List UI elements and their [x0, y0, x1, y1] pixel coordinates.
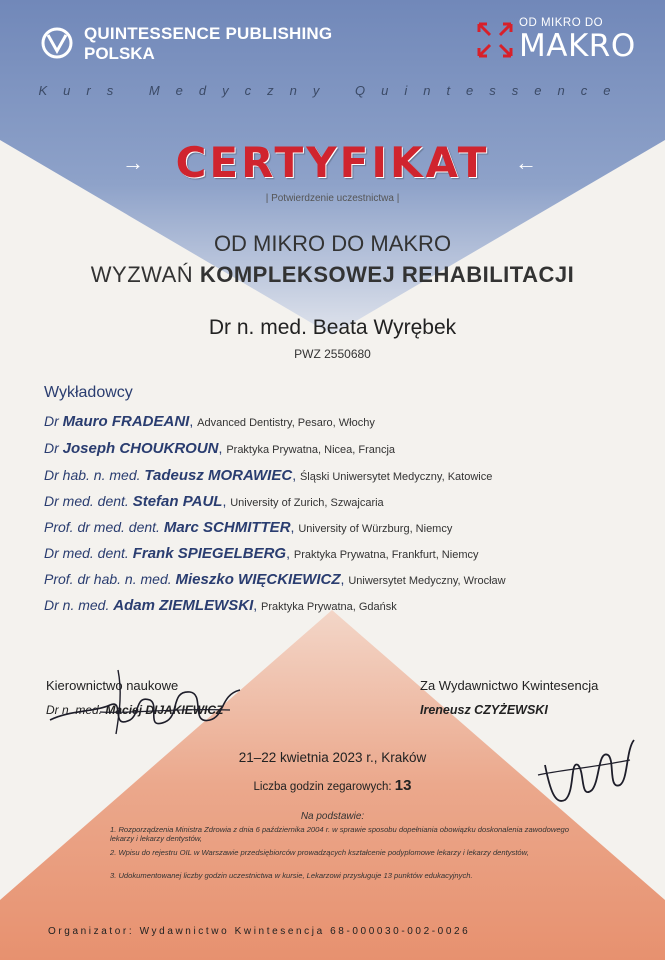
lecturer-row: Dr n. med. Adam ZIEMLEWSKI, Praktyka Prywatna, Gdańsk [44, 597, 397, 614]
confirmation-subtitle: | Potwierdzenie uczestnictwa | [265, 193, 400, 204]
course-logo-big-text: MAKRO [519, 28, 636, 64]
quintessence-emblem-icon [40, 26, 74, 60]
spaced-header: Kurs Medyczny Quintessence [38, 83, 627, 98]
basis-heading: Na podstawie: [300, 811, 365, 822]
lecturer-affiliation: Praktyka Prywatna, Frankfurt, Niemcy [293, 549, 479, 561]
lecturer-name: Marc SCHMITTER [163, 519, 291, 536]
lecturer-affiliation: University of Zurich, Szwajcaria [230, 497, 384, 509]
lecturer-title: Prof. dr med. dent. [44, 519, 160, 535]
arrow-left-icon: ← [515, 150, 537, 175]
quintessence-logo [40, 24, 340, 64]
course-title-line2 [0, 262, 665, 288]
publisher-name-line2: POLSKA [84, 44, 155, 63]
lecturer-name: Stefan PAUL [132, 493, 223, 510]
certificate-title: CERTYFIKAT [175, 138, 490, 187]
lecturers-heading: Wykładowcy [44, 384, 133, 401]
arrows-icon [475, 20, 515, 60]
course-title-prefix: WYZWAŃ [90, 262, 194, 287]
organizer-line: Organizator: Wydawnictwo Kwintesencja 68-000030-002-0026 [48, 926, 471, 937]
right-signature [530, 730, 650, 820]
hours-line [0, 777, 665, 794]
participant-pwz: PWZ 2550680 [294, 347, 371, 361]
scientific-director-surname: Maciej DIJAKIEWICZ [105, 703, 224, 717]
lecturer-title: Dr [44, 413, 59, 429]
lecturer-title: Dr [44, 440, 59, 456]
course-title-line1: OD MIKRO DO MAKRO [213, 231, 452, 256]
lecturer-row: Dr Mauro FRADEANI, Advanced Dentistry, Pesaro, Włochy [44, 413, 375, 430]
lecturer-name: Tadeusz MORAWIEC [144, 467, 293, 484]
lecturer-name: Adam ZIEMLEWSKI [113, 597, 254, 614]
lecturer-row: Dr med. dent. Stefan PAUL, University of Zurich, Szwajcaria [44, 493, 384, 510]
scientific-director-title: Dr n. med. [46, 703, 103, 717]
lecturer-name: Mieszko WIĘCKIEWICZ [175, 571, 341, 588]
participant-name: Dr n. med. Beata Wyrębek [208, 316, 457, 339]
hours-label: Liczba godzin zegarowych: [253, 781, 392, 793]
lecturer-title: Dr n. med. [44, 597, 110, 613]
event-date-place: 21–22 kwietnia 2023 r., Kraków [238, 750, 427, 765]
lecturer-row: Prof. dr hab. n. med. Mieszko WIĘCKIEWICZ, Uniwersytet Medyczny, Wrocław [44, 571, 506, 588]
left-signature [40, 650, 260, 740]
lecturer-row: Dr hab. n. med. Tadeusz MORAWIEC, Śląski Uniwersytet Medyczny, Katowice [44, 467, 493, 484]
course-logo-small-text: OD MIKRO DO [519, 17, 604, 29]
lecturer-row: Dr Joseph CHOUKROUN, Praktyka Prywatna, Nicea, Francja [44, 440, 396, 457]
course-logo [475, 17, 636, 66]
publisher-name-line1: QUINTESSENCE PUBLISHING [84, 24, 333, 43]
publisher-sign-label: Za Wydawnictwo Kwintesencja [420, 678, 599, 693]
basis-item: 3. Udokumentowanej liczby godzin uczestnictwa w kursie, Lekarzowi przysługuje 13 punktów edukacyjnych. [110, 871, 473, 880]
basis-item: 1. Rozporządzenia Ministra Zdrowia z dnia 6 października 2004 r. w sprawie sposobu dopełniania obowiązku doskonalenia zawodowego lekarzy i lekarzy dentystów, [110, 825, 569, 843]
lecturer-affiliation: Praktyka Prywatna, Gdańsk [261, 601, 397, 613]
lecturer-name: Joseph CHOUKROUN [62, 440, 219, 457]
lecturer-name: Mauro FRADEANI [62, 413, 190, 430]
lecturer-title: Prof. dr hab. n. med. [44, 571, 172, 587]
lecturer-affiliation: Śląski Uniwersytet Medyczny, Katowice [299, 471, 493, 483]
lecturer-row: Prof. dr med. dent. Marc SCHMITTER, University of Würzburg, Niemcy [44, 519, 453, 536]
lecturer-affiliation: Uniwersytet Medyczny, Wrocław [348, 575, 506, 587]
course-title-bold: KOMPLEKSOWEJ REHABILITACJI [199, 262, 575, 287]
lecturer-name: Frank SPIEGELBERG [132, 545, 287, 562]
lecturer-title: Dr med. dent. [44, 545, 129, 561]
lecturer-affiliation: Advanced Dentistry, Pesaro, Włochy [197, 417, 375, 429]
lecturer-row: Dr med. dent. Frank SPIEGELBERG, Praktyka Prywatna, Frankfurt, Niemcy [44, 545, 479, 562]
lecturer-affiliation: University of Würzburg, Niemcy [298, 523, 453, 535]
publisher-sign-name: Ireneusz CZYŻEWSKI [420, 703, 548, 717]
lecturer-title: Dr med. dent. [44, 493, 129, 509]
hours-value: 13 [394, 777, 412, 794]
lecturer-title: Dr hab. n. med. [44, 467, 141, 483]
scientific-director-label: Kierownictwo naukowe [46, 678, 179, 693]
arrow-right-icon: → [122, 150, 144, 175]
title-row [0, 138, 665, 186]
basis-item: 2. Wpisu do rejestru OIL w Warszawie przedsiębiorców prowadzących kształcenie podyplomowe lekarzy i lekarzy dentystów, [110, 848, 529, 857]
lecturer-affiliation: Praktyka Prywatna, Nicea, Francja [226, 444, 396, 456]
